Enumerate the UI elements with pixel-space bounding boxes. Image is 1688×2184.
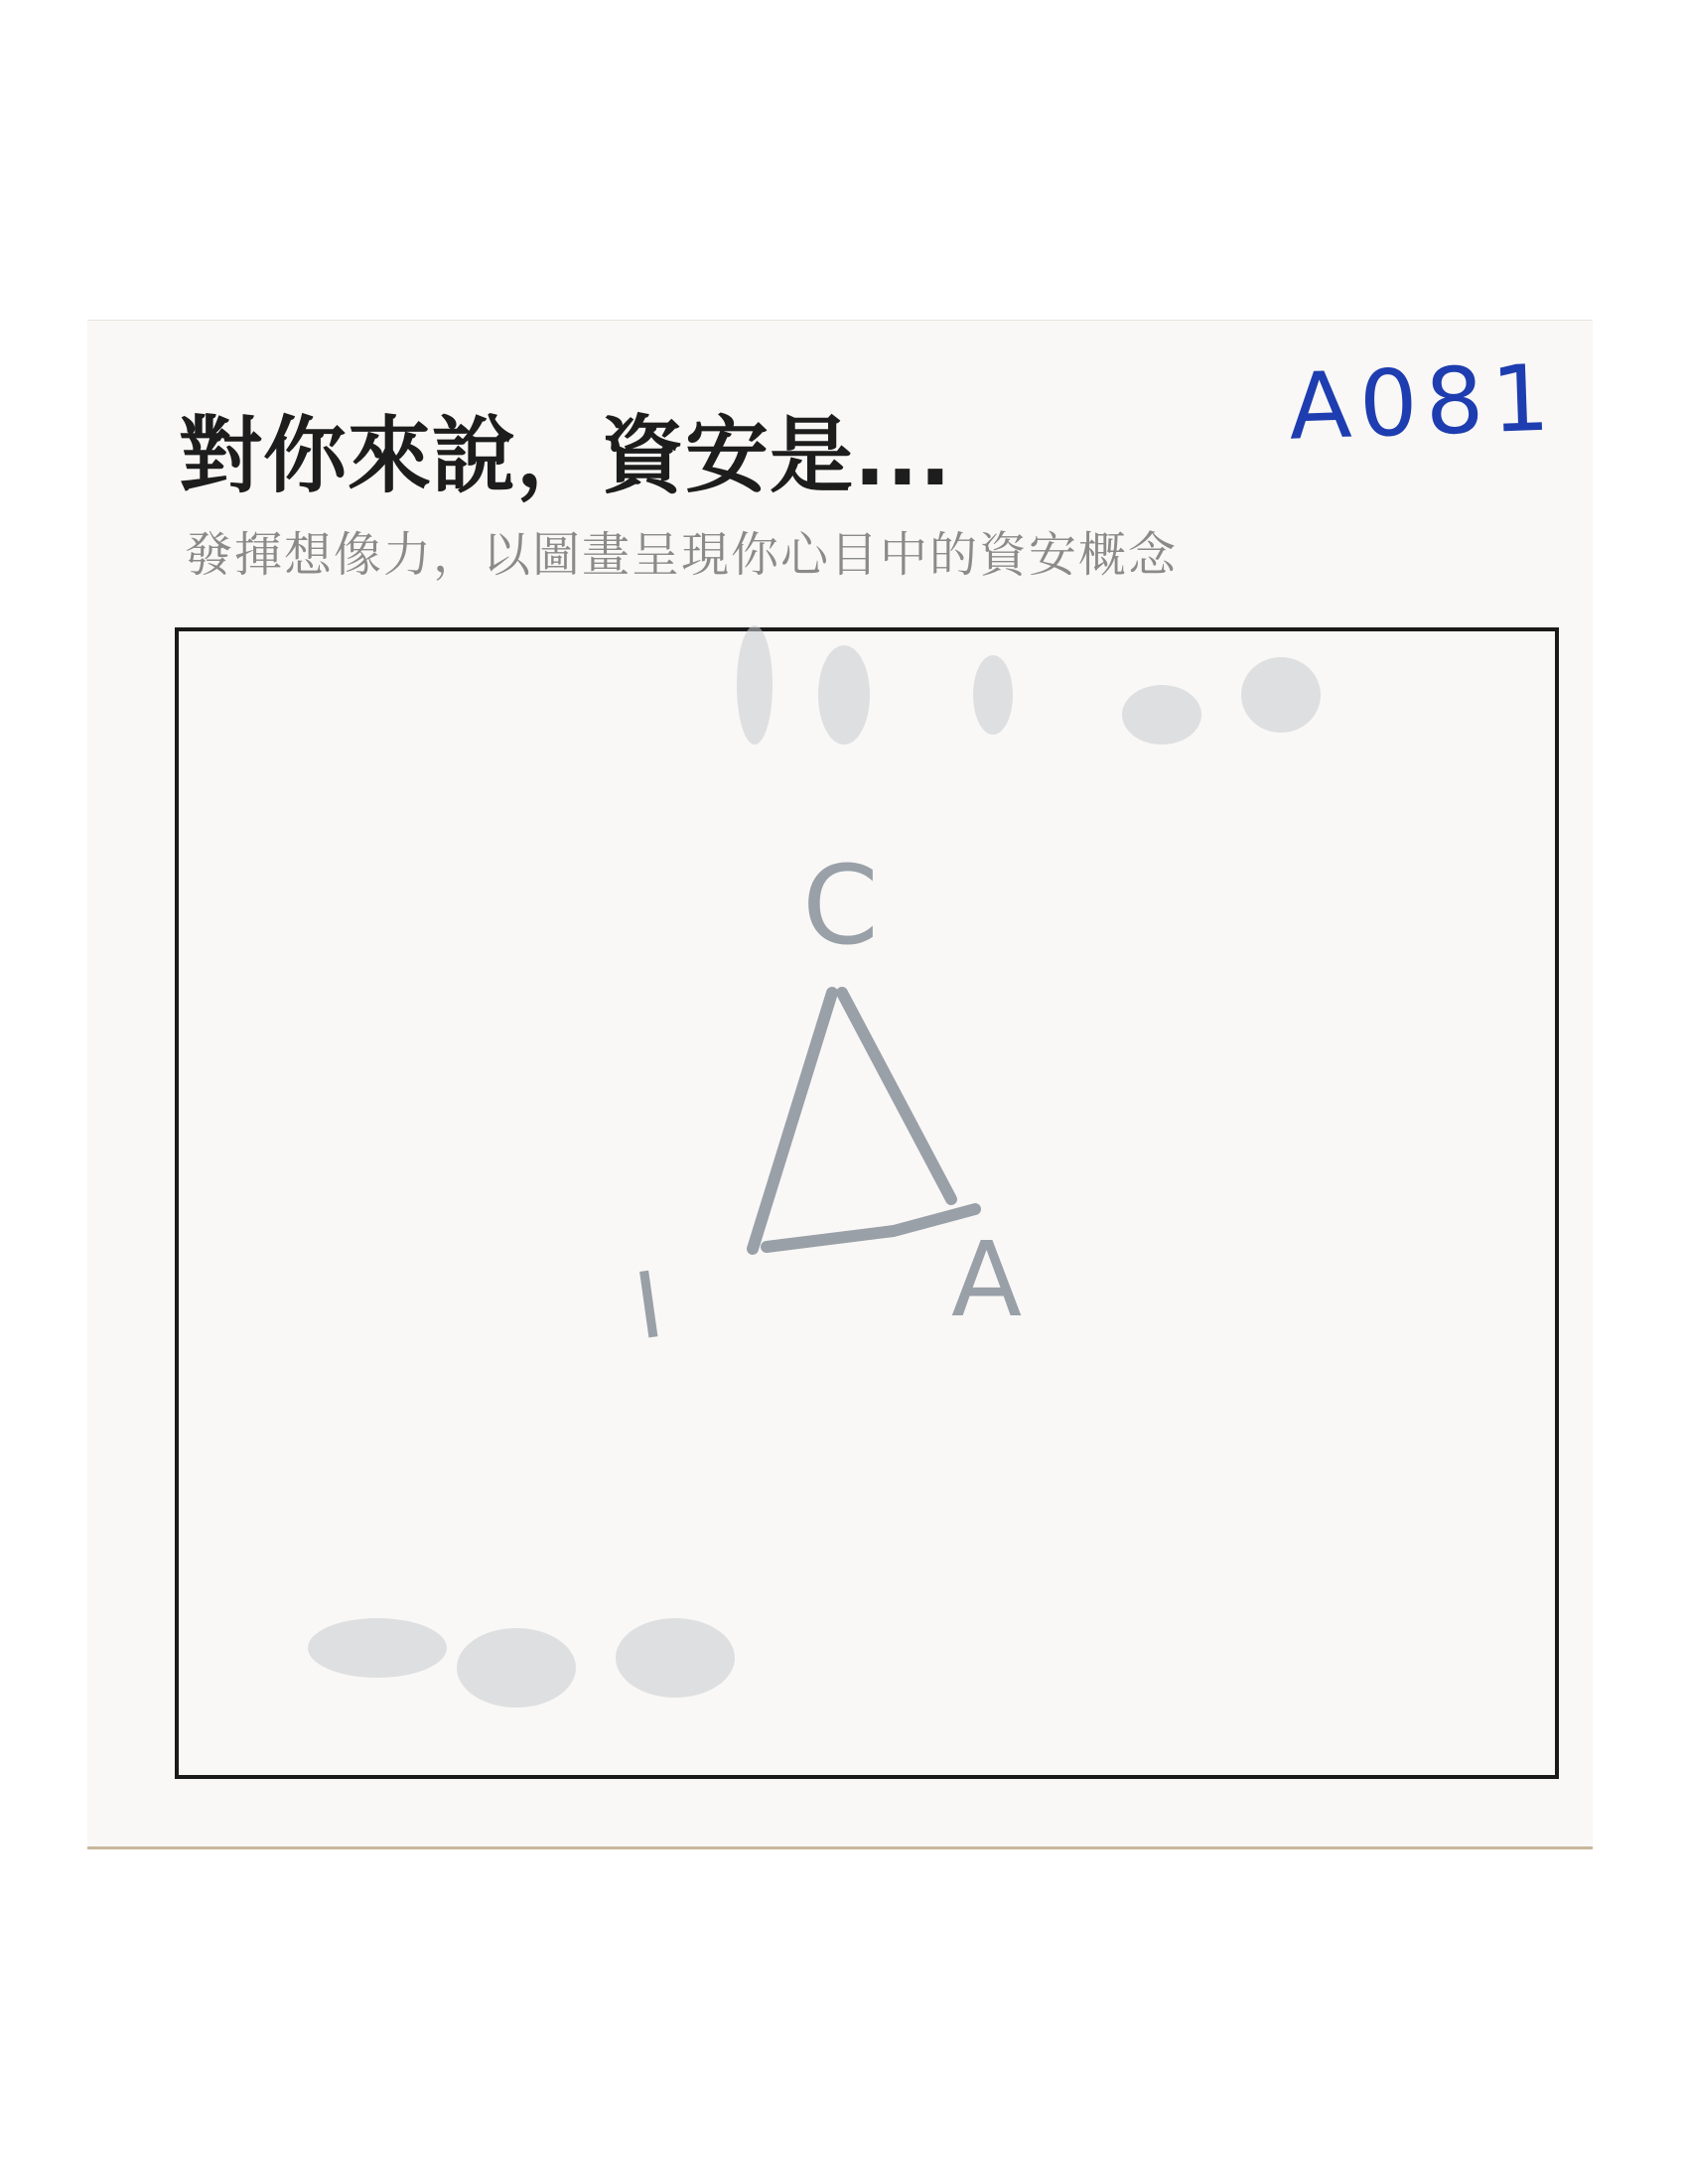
label-confidentiality: C — [802, 842, 879, 969]
handwritten-code: A081 — [1287, 344, 1560, 461]
label-integrity: I — [628, 1251, 670, 1361]
drawing-frame — [175, 627, 1559, 1779]
card-subtitle: 發揮想像力，以圖畫呈現你心目中的資安概念 — [185, 527, 1179, 583]
card-edge — [87, 320, 1593, 321]
label-availability: A — [951, 1219, 1023, 1340]
card-title: 對你來說，資安是... — [179, 407, 952, 504]
